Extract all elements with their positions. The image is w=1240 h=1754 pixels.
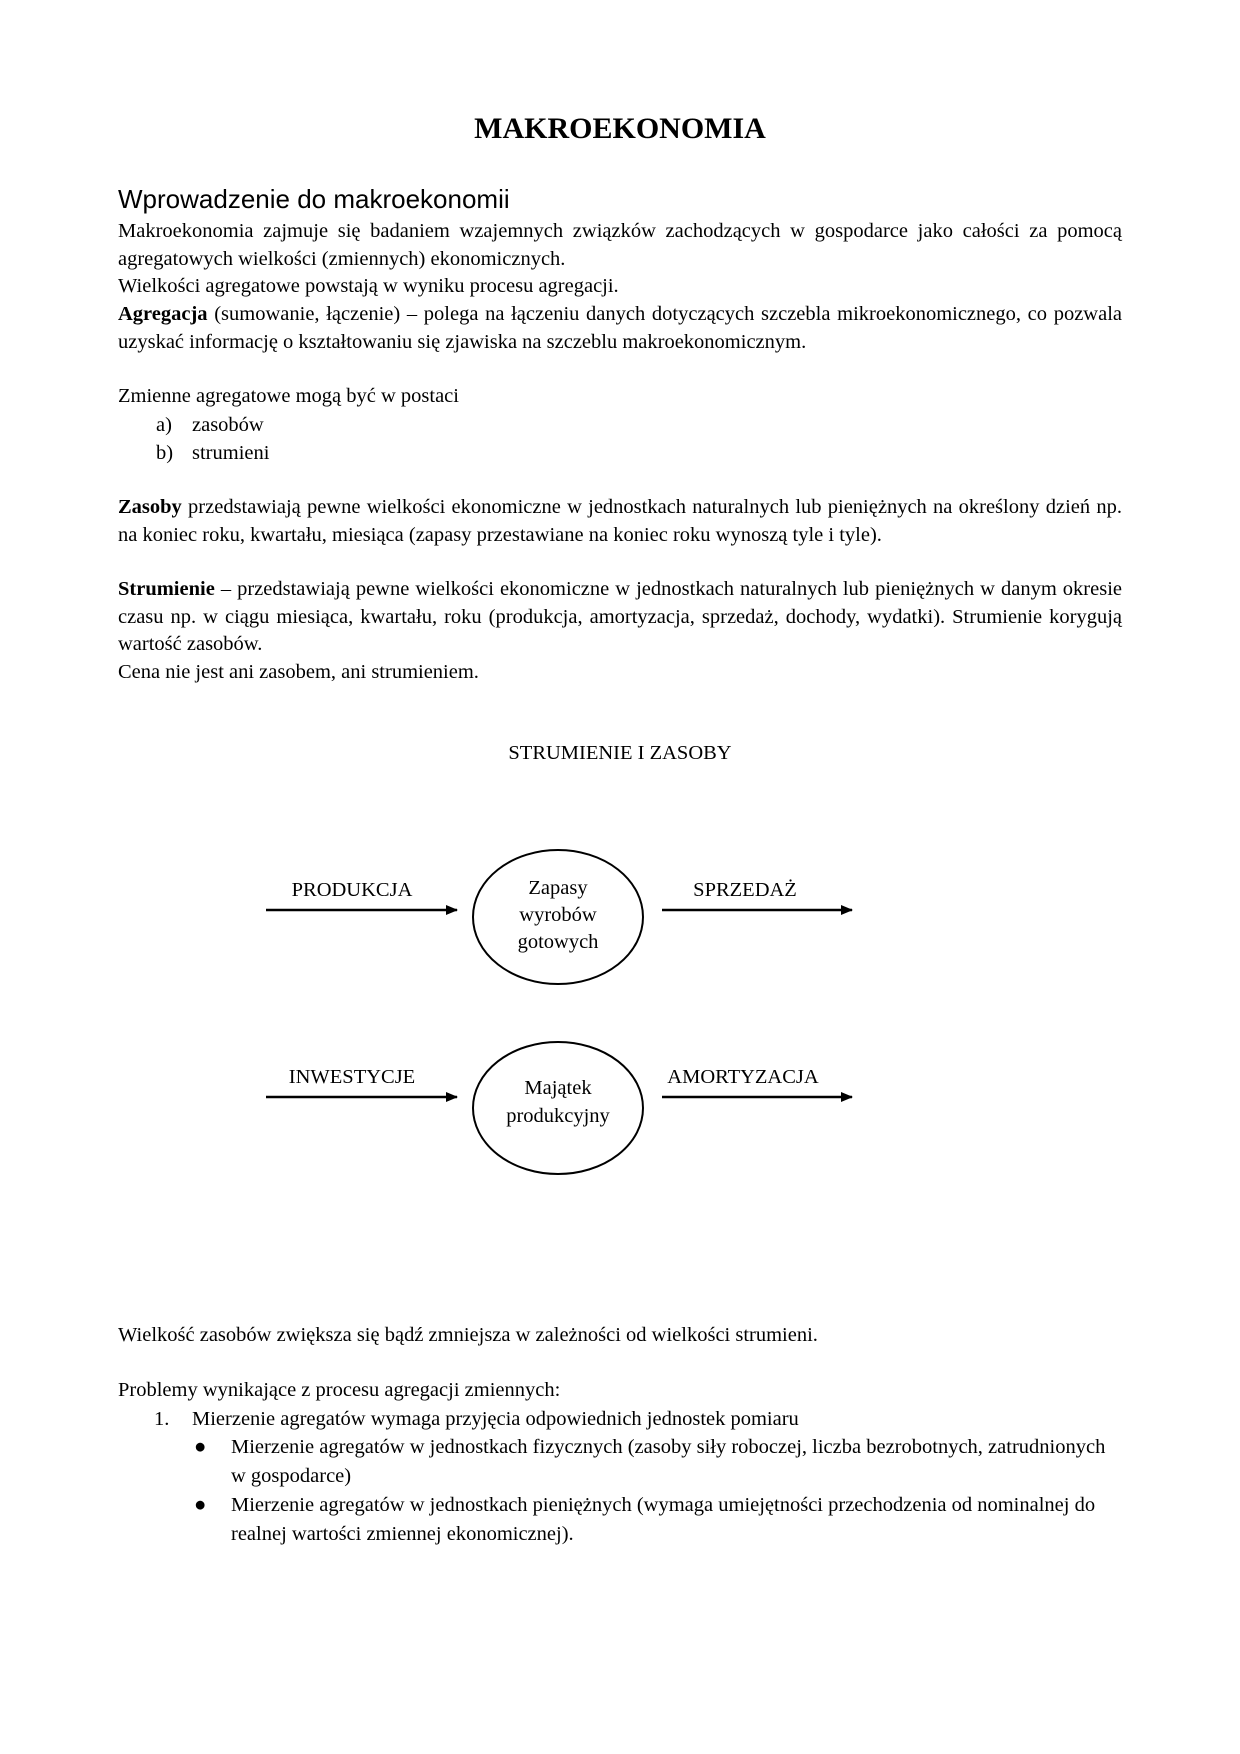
outflow-label-sprzedaz: SPRZEDAŻ	[693, 879, 797, 901]
cena-note: Cena nie jest ani zasobem, ani strumieniem.	[118, 661, 479, 683]
diagram-title: STRUMIENIE I ZASOBY	[508, 742, 732, 764]
list-item: ● Mierzenie agregatów w jednostkach fizycznych (zasoby siły roboczej, liczba bezrobotnych, zatrudnionych w gospodarce)	[118, 1433, 1122, 1491]
inflow-label-produkcja: PRODUKCJA	[291, 879, 413, 901]
stock-label-line: gotowych	[517, 931, 599, 953]
strumienie-text: – przedstawiają pewne wielkości ekonomiczne w jednostkach naturalnych lub pieniężnych w danym okresie czasu np. w ciągu miesiąca, kwartału, roku (produkcja, amortyzacja, sprzedaż, dochody, wydatki). Strumienie korygują wartość zasobów.	[118, 578, 1122, 655]
stock-label-line: produkcyjny	[506, 1105, 610, 1127]
document-title: MAKROEKONOMIA	[474, 112, 766, 145]
conclusion: Wielkość zasobów zwiększa się bądź zmniejsza w zależności od wielkości strumieni.	[118, 1324, 818, 1346]
stock-label-line: wyrobów	[519, 904, 597, 926]
zasoby-term: Zasoby	[118, 496, 182, 518]
stock-label-line: Zapasy	[528, 877, 588, 899]
aggregation-term: Agregacja	[118, 303, 208, 325]
aggregation-text: (sumowanie, łączenie) – polega na łączeniu danych dotyczących szczebla mikroekonomicznego, co pozwala uzyskać informację o kształtowaniu się zjawiska na szczeblu makroekonomicznym.	[118, 303, 1122, 353]
intro-paragraph: Makroekonomia zajmuje się badaniem wzajemnych związków zachodzących w gospodarce jako całości za pomocą agregatowych wielkości (zmiennych) ekonomicznych.	[118, 220, 1122, 270]
zasoby-text: przedstawiają pewne wielkości ekonomiczne w jednostkach naturalnych lub pieniężnych na określony dzień np. na koniec roku, kwartału, miesiąca (zapasy przestawiane na koniec roku wynoszą tyle i tyle).	[118, 496, 1122, 546]
inflow-label-inwestycje: INWESTYCJE	[288, 1066, 416, 1088]
list-item: a) zasobów	[156, 414, 264, 436]
problems-list	[118, 1405, 1122, 1549]
bullet-icon: ●	[194, 1436, 207, 1458]
list-item: ● Mierzenie agregatów w jednostkach pieniężnych (wymaga umiejętności przechodzenia od nominalnej do realnej wartości zmiennej ekonomicznej).	[118, 1491, 1122, 1549]
bullet-icon: ●	[194, 1494, 207, 1516]
problem-bullets	[118, 1433, 1122, 1549]
strumienie-term: Strumienie	[118, 578, 215, 600]
list-item: 1. Mierzenie agregatów wymaga przyjęcia odpowiednich jednostek pomiaru	[154, 1408, 799, 1430]
list-item: b) strumieni	[156, 442, 270, 464]
problems-heading: Problemy wynikające z procesu agregacji zmiennych:	[118, 1379, 561, 1401]
outflow-label-amortyzacja: AMORTYZACJA	[667, 1066, 819, 1088]
stock-label-line: Majątek	[524, 1077, 592, 1099]
forms-intro: Zmienne agregatowe mogą być w postaci	[118, 385, 459, 407]
intro-aggregate-sentence: Wielkości agregatowe powstają w wyniku procesu agregacji.	[118, 275, 619, 297]
section-title: Wprowadzenie do makroekonomii	[118, 184, 510, 214]
